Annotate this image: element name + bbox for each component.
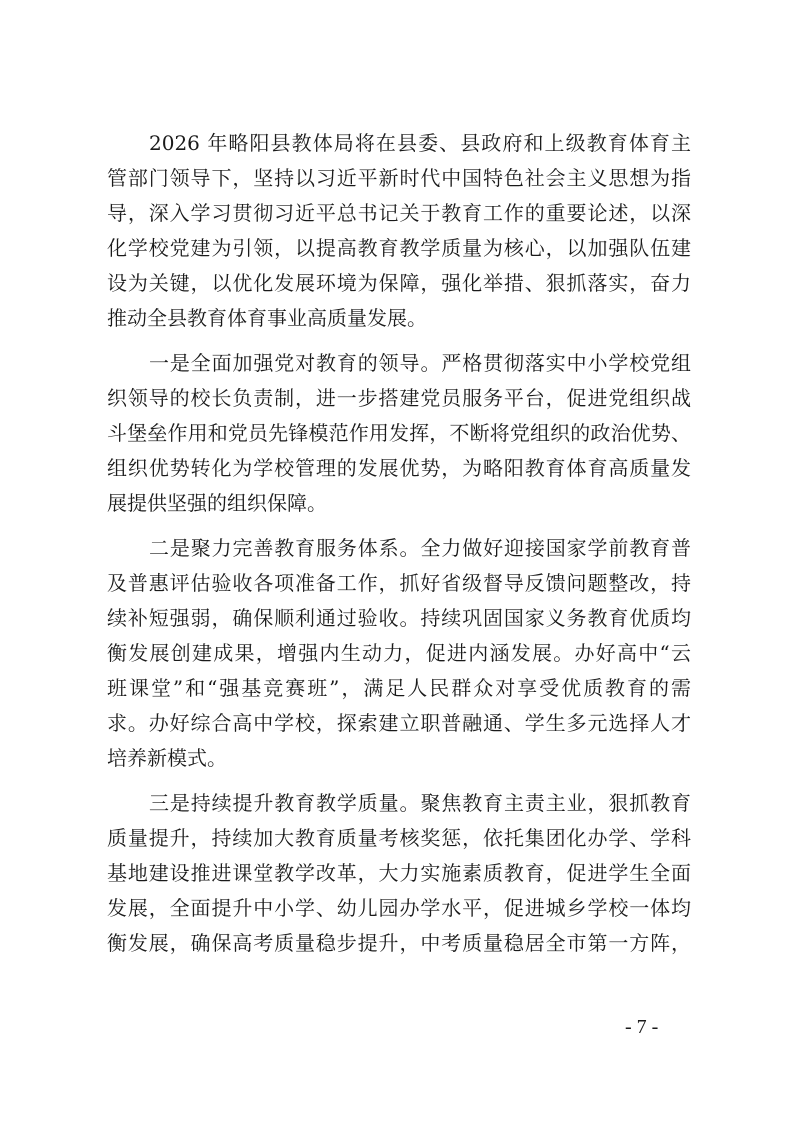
text-line: 织领导的校长负责制，进一步搭建党员服务平台，促进党组织战 xyxy=(107,386,691,410)
page-number: - 7 - xyxy=(625,1016,659,1038)
text-line: 设为关键，以优化发展环境为保障，强化举措、狠抓落实，奋力 xyxy=(107,271,691,295)
document-body xyxy=(107,126,691,971)
text-line: 展提供坚强的组织保障。 xyxy=(107,491,327,515)
text-line: 一是全面加强党对教育的领导。严格贯彻落实中小学校党组 xyxy=(149,351,691,375)
text-line: 二是聚力完善教育服务体系。全力做好迎接国家学前教育普 xyxy=(149,536,691,560)
text-line: 求。办好综合高中学校，探索建立职普融通、学生多元选择人才 xyxy=(107,711,691,735)
text-line: 及普惠评估验收各项准备工作，抓好省级督导反馈问题整改，持 xyxy=(107,571,691,595)
text-line: 基地建设推进课堂教学改革，大力实施素质教育，促进学生全面 xyxy=(107,861,691,885)
text-line: 2026 年略阳县教体局将在县委、县政府和上级教育体育主 xyxy=(149,131,691,155)
text-line: 推动全县教育体育事业高质量发展。 xyxy=(107,306,427,330)
text-line: 组织优势转化为学校管理的发展优势，为略阳教育体育高质量发 xyxy=(107,456,691,480)
text-line: 衡发展，确保高考质量稳步提升，中考质量稳居全市第一方阵， xyxy=(107,931,691,955)
text-line: 发展，全面提升中小学、幼儿园办学水平，促进城乡学校一体均 xyxy=(107,896,691,920)
text-line: 三是持续提升教育教学质量。聚焦教育主责主业，狠抓教育 xyxy=(149,791,691,815)
text-line: 衡发展创建成果，增强内生动力，促进内涵发展。办好高中“云 xyxy=(107,641,691,665)
text-line: 化学校党建为引领，以提高教育教学质量为核心，以加强队伍建 xyxy=(107,236,691,260)
text-line: 培养新模式。 xyxy=(107,746,227,770)
text-line: 班课堂”和“强基竞赛班”，满足人民群众对享受优质教育的需 xyxy=(107,676,691,700)
text-line: 管部门领导下，坚持以习近平新时代中国特色社会主义思想为指 xyxy=(107,166,691,190)
paragraph-teaching-quality xyxy=(107,786,691,961)
text-line: 质量提升，持续加大教育质量考核奖惩，依托集团化办学、学科 xyxy=(107,826,691,850)
text-line: 斗堡垒作用和党员先锋模范作用发挥，不断将党组织的政治优势、 xyxy=(107,421,691,445)
paragraph-intro xyxy=(107,126,691,336)
text-line: 导，深入学习贯彻习近平总书记关于教育工作的重要论述，以深 xyxy=(107,201,691,225)
text-line: 续补短强弱，确保顺利通过验收。持续巩固国家义务教育优质均 xyxy=(107,606,691,630)
paragraph-party-leadership xyxy=(107,346,691,521)
paragraph-service-system xyxy=(107,531,691,776)
